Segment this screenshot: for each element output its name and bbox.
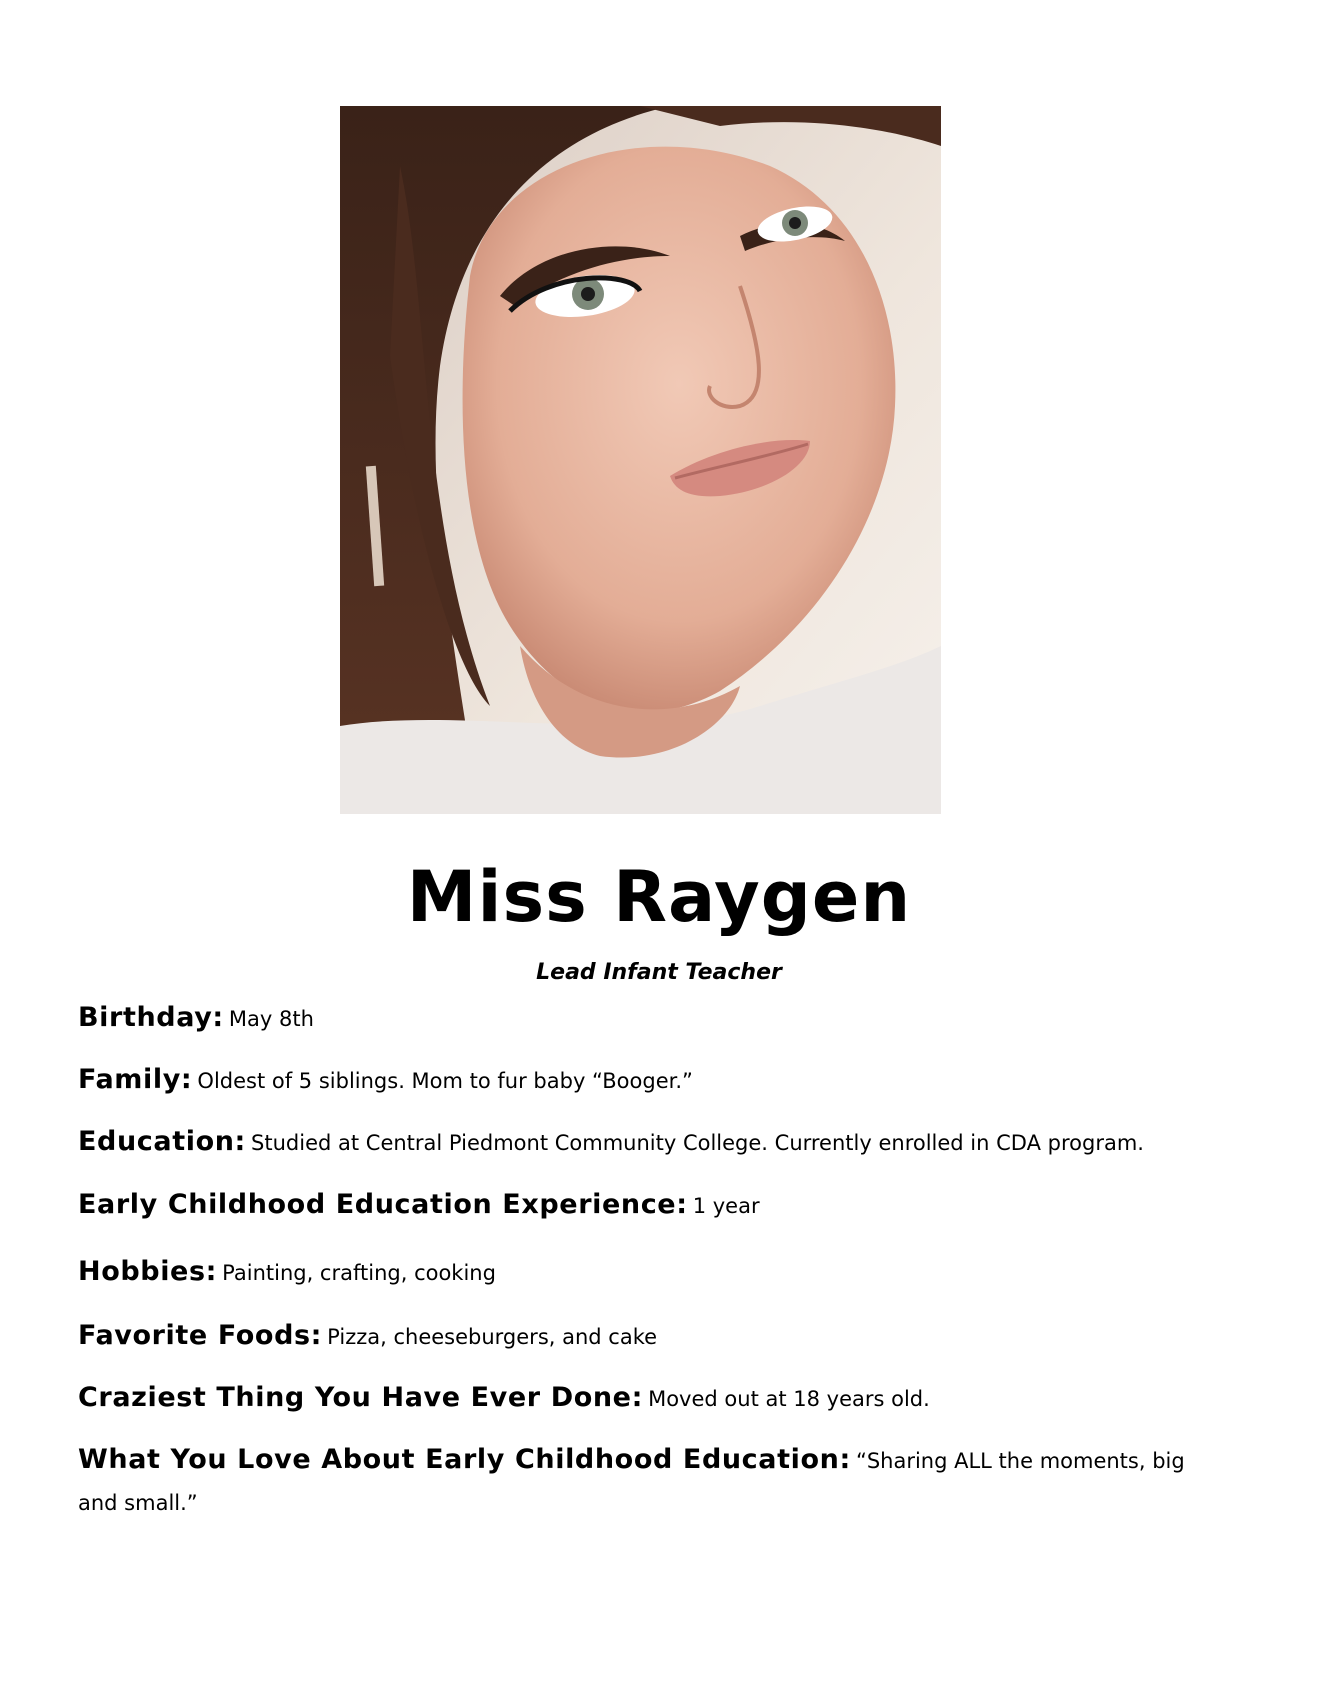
fact-label: Family: <box>78 1064 193 1095</box>
teacher-role: Lead Infant Teacher <box>536 960 782 985</box>
fact-value: Painting, crafting, cooking <box>222 1261 496 1285</box>
fact-hobbies <box>78 1252 1228 1295</box>
fact-experience <box>78 1185 1228 1228</box>
fact-value: Oldest of 5 siblings. Mom to fur baby “Booger.” <box>197 1069 693 1093</box>
fact-craziest-thing <box>78 1378 1228 1421</box>
fact-family <box>78 1060 1228 1103</box>
fact-label: What You Love About Early Childhood Education: <box>78 1444 851 1475</box>
fact-label: Hobbies: <box>78 1256 218 1287</box>
fact-label: Craziest Thing You Have Ever Done: <box>78 1382 643 1413</box>
fact-value: Moved out at 18 years old. <box>648 1387 930 1411</box>
fact-value: Studied at Central Piedmont Community College. Currently enrolled in CDA program. <box>251 1131 1144 1155</box>
fact-value: 1 year <box>692 1194 760 1218</box>
fact-label: Favorite Foods: <box>78 1320 323 1351</box>
teacher-photo <box>340 106 941 814</box>
fact-label: Early Childhood Education Experience: <box>78 1189 688 1220</box>
fact-love-about-ece <box>78 1440 1228 1525</box>
fact-birthday <box>78 998 1228 1041</box>
fact-value: Pizza, cheeseburgers, and cake <box>327 1325 658 1349</box>
fact-value: May 8th <box>228 1007 314 1031</box>
fact-value: “Sharing ALL the moments, big and small.” <box>78 1449 1185 1515</box>
teacher-name: Miss Raygen <box>406 856 912 938</box>
fact-label: Education: <box>78 1126 246 1157</box>
fact-label: Birthday: <box>78 1002 224 1033</box>
fact-favorite-foods <box>78 1316 1228 1359</box>
fact-education <box>78 1122 1228 1165</box>
